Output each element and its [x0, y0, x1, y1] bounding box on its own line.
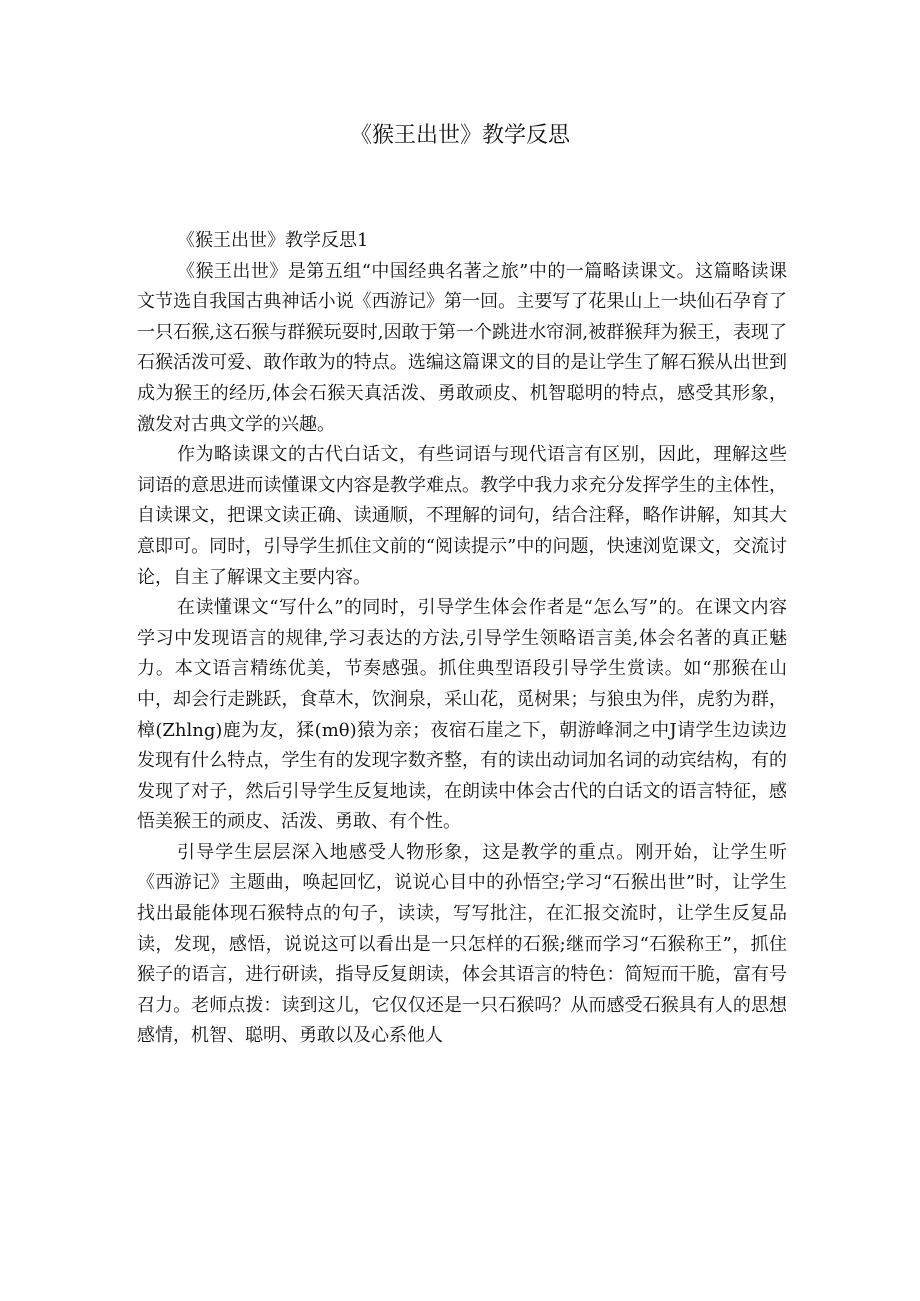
- section-heading: 《猴王出世》教学反思1: [177, 230, 369, 251]
- document-title: 《猴王出世》教学反思: [349, 123, 570, 148]
- paragraph-3: 在读懂课文“写什么”的同时，引导学生体会作者是“怎么写”的。在课文内容学习中发现语言的规律,学习表达的方法,引导学生领略语言美,体会名著的真正魅力。本文语言精练优美，节奏感强。抓住典型语段引导学生赏读。如“那猴在山中，却会行走跳跃，食草木，饮涧泉，采山花，觅树果；与狼虫为伴，虎豹为群，樟(Zhlng)鹿为友，猱(mθ)猿为亲；夜宿石崖之下，朝游峰洞之中J请学生边读边发现有什么特点，学生有的发现字数齐整，有的读出动词加名词的动宾结构，有的发现了对子，然后引导学生反复地读，在朗读中体会古代的白话文的语言特征，感悟美猴王的顽皮、活泼、勇敢、有个性。: [137, 597, 787, 833]
- paragraph-1: 《猴王出世》是第五组“中国经典名著之旅”中的一篇略读课文。这篇略读课文节选自我国古典神话小说《西游记》第一回。主要写了花果山上一块仙石孕育了一只石猴,这石猴与群猴玩耍时,因敢于第一个跳进水帘洞,被群猴拜为猴王，表现了石猴活泼可爱、敢作敢为的特点。选编这篇课文的目的是让学生了解石猴从出世到成为猴王的经历,体会石猴天真活泼、勇敢顽皮、机智聪明的特点，感受其形象，激发对古典文学的兴趣。: [137, 260, 787, 435]
- paragraph-2: 作为略读课文的古代白话文，有些词语与现代语言有区别，因此，理解这些词语的意思进而读懂课文内容是教学难点。教学中我力求充分发挥学生的主体性，自读课文，把课文读正确、读通顺，不理解的词句，结合注释，略作讲解，知其大意即可。同时，引导学生抓住文前的“阅读提示”中的问题，快速浏览课文，交流讨论，自主了解课文主要内容。: [137, 444, 787, 588]
- document-body: [137, 226, 787, 1052]
- paragraph-4: 引导学生层层深入地感受人物形象，这是教学的重点。刚开始，让学生听《西游记》主题曲，唤起回忆，说说心目中的孙悟空;学习“石猴出世”时，让学生找出最能体现石猴特点的句子，读读，写写批注，在汇报交流时，让学生反复品读，发现，感悟，说说这可以看出是一只怎样的石猴;继而学习“石猴称王”，抓住猴子的语言，进行研读，指导反复朗读，体会其语言的特色：简短而干脆，富有号召力。老师点拨：读到这儿，它仅仅还是一只石猴吗？从而感受石猴具有人的思想感情，机智、聪明、勇敢以及心系他人: [137, 841, 787, 1047]
